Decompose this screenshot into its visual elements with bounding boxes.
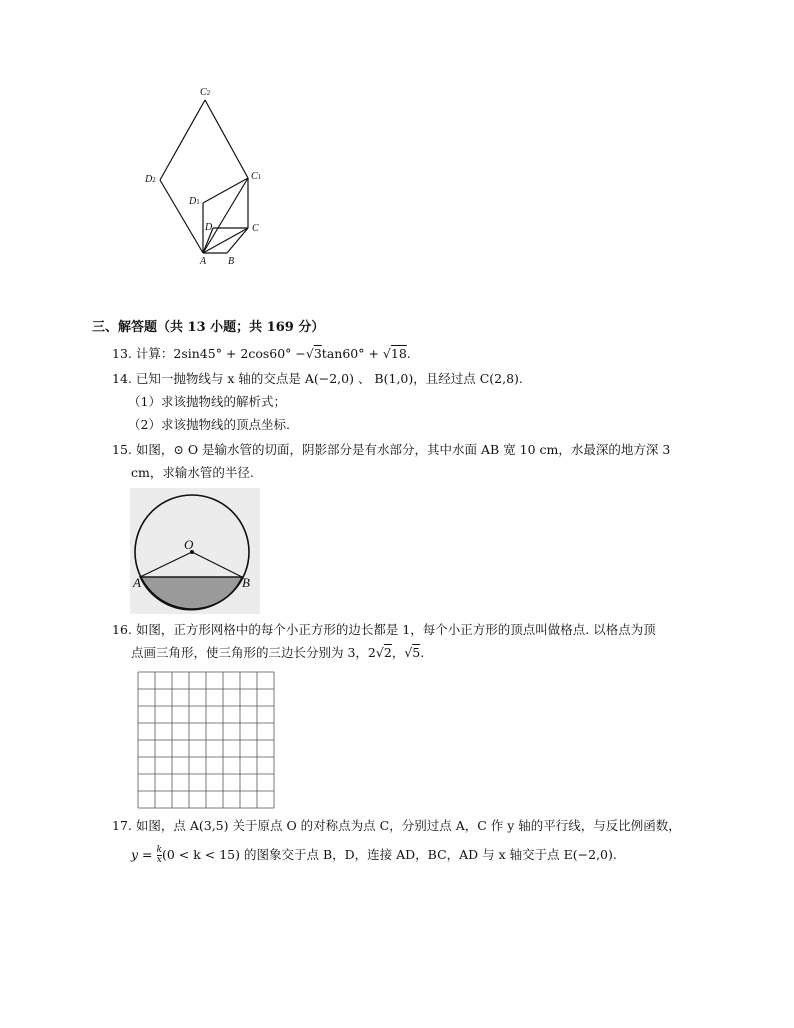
sqrt-symbol: √ bbox=[305, 346, 314, 361]
question-15 bbox=[112, 442, 670, 458]
q13-sqrt3: 3 bbox=[313, 346, 322, 361]
question-number: 14. bbox=[112, 371, 132, 386]
q16-text1: 如图，正方形网格中的每个小正方形的边长都是 1，每个小正方形的顶点叫做格点. 以格点为顶 bbox=[135, 622, 656, 637]
question-17 bbox=[112, 818, 681, 834]
label-a: A bbox=[133, 575, 141, 590]
question-number: 15. bbox=[112, 442, 132, 457]
square-grid-figure bbox=[136, 670, 276, 807]
section-title: 三、解答题（共 13 小题；共 169 分） bbox=[92, 320, 325, 335]
label-b: B bbox=[228, 256, 235, 267]
pipe-cross-section-figure bbox=[130, 488, 260, 614]
q13-sqrt18: 18 bbox=[390, 346, 407, 361]
label-c1: C1 bbox=[251, 171, 262, 182]
label-a: A bbox=[200, 256, 207, 267]
q16-text2: 点画三角形，使三角形的三边长分别为 3，2√2，√5. bbox=[131, 645, 425, 660]
label-d1: D1 bbox=[189, 196, 200, 207]
q13-mid: tan60° + bbox=[321, 346, 379, 361]
q17-text1: 如图，点 A(3,5) 关于原点 O 的对称点为点 C，分别过点 A，C 作 y 轴的平行线，与反比例函数， bbox=[135, 818, 681, 833]
q13-text: 计算：2sin45° + 2cos60° − bbox=[135, 346, 306, 361]
label-c: C bbox=[252, 223, 259, 234]
question-14 bbox=[112, 371, 523, 387]
label-c2: C2 bbox=[200, 87, 211, 98]
question-number: 16. bbox=[112, 622, 132, 637]
question-16 bbox=[112, 622, 656, 638]
q13-end: . bbox=[406, 346, 411, 361]
label-b: B bbox=[242, 575, 250, 590]
sqrt-symbol: √ bbox=[404, 645, 413, 660]
question-number: 13. bbox=[112, 346, 132, 361]
sqrt-symbol: √ bbox=[382, 346, 391, 361]
fraction: $\frac{k}{x}$ bbox=[156, 845, 162, 865]
label-o: O bbox=[184, 537, 194, 552]
q14-sub1: （1）求该抛物线的解析式； bbox=[128, 394, 286, 409]
question-13 bbox=[112, 346, 411, 362]
q17-text2: y = $\frac{k}{x}$ (0 < k < 15) 的图象交于点 B，D，连接 AD，BC，AD 与 x 轴交于点 E(−2,0). bbox=[131, 845, 617, 865]
q15-text2: cm，求输水管的半径. bbox=[131, 465, 254, 480]
sqrt-symbol: √ bbox=[375, 645, 384, 660]
question-number: 17. bbox=[112, 818, 132, 833]
label-d: D bbox=[205, 222, 213, 233]
q14-text: 已知一抛物线与 x 轴的交点是 A(−2,0) 、 B(1,0)，且经过点 C(2,8). bbox=[135, 371, 523, 386]
q14-sub2: （2）求该抛物线的顶点坐标. bbox=[128, 417, 290, 432]
q15-text1: 如图，⊙ O 是输水管的切面，阴影部分是有水部分，其中水面 AB 宽 10 cm，水最深的地方深 3 bbox=[135, 442, 671, 457]
label-d2: D2 bbox=[145, 174, 156, 185]
